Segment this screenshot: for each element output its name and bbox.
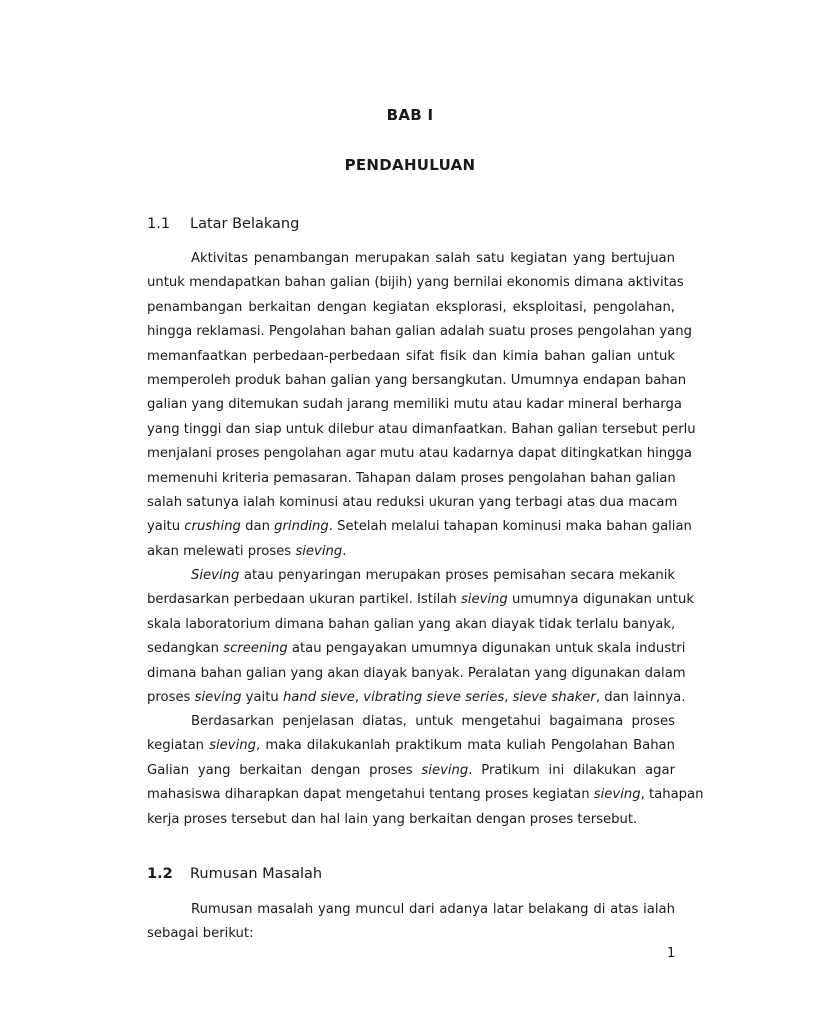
paragraph-line xyxy=(147,393,682,417)
paragraph-line xyxy=(147,442,692,466)
text-run: yaitu xyxy=(147,519,185,535)
text-run: memperoleh produk bahan galian yang bersangkutan. Umumnya endapan bahan xyxy=(147,372,687,388)
text-run: atau penyaringan merupakan proses pemisahan secara mekanik xyxy=(239,568,675,583)
italic-term: grinding xyxy=(274,519,329,535)
italic-term: sieving xyxy=(593,787,641,803)
text-run: proses xyxy=(147,689,195,705)
paragraph-latar-belakang-3 xyxy=(147,710,704,832)
italic-term: hand sieve xyxy=(282,689,355,705)
paragraph-line xyxy=(147,320,692,344)
text-run: kerja proses tersebut dan hal lain yang berkaitan dengan proses tersebut. xyxy=(147,811,638,827)
paragraph-line xyxy=(147,613,675,637)
paragraph-line xyxy=(147,783,704,807)
text-run: skala laboratorium dimana bahan galian yang akan diayak tidak terlalu banyak, xyxy=(147,616,676,632)
paragraph-rumusan-masalah xyxy=(147,898,675,947)
paragraph-line xyxy=(147,734,675,758)
italic-term: vibrating sieve series xyxy=(363,689,505,705)
paragraph-line xyxy=(147,296,675,320)
paragraph-latar-belakang-1 xyxy=(147,247,696,564)
text-run: sedangkan xyxy=(147,641,224,657)
text-run: umumnya digunakan untuk xyxy=(507,592,694,608)
italic-term: Sieving xyxy=(191,568,240,583)
text-run: atau pengayakan umumnya digunakan untuk skala industri xyxy=(287,641,686,657)
text-run: berdasarkan perbedaan ukuran partikel. Istilah xyxy=(147,592,461,608)
paragraph-line xyxy=(147,467,675,491)
paragraph-line xyxy=(147,588,694,612)
chapter-title: PENDAHULUAN xyxy=(344,156,476,174)
section-title: Latar Belakang xyxy=(190,216,300,232)
section-title: Rumusan Masalah xyxy=(190,866,323,882)
italic-term: sieve shaker xyxy=(512,689,596,705)
text-run: yaitu xyxy=(241,689,283,705)
italic-term: sieving xyxy=(421,762,469,778)
paragraph-line xyxy=(147,369,687,393)
text-run: sebagai berikut: xyxy=(147,926,254,942)
text-run: yang tinggi dan siap untuk dilebur atau dimanfaatkan. Bahan galian tersebut perlu xyxy=(147,421,696,437)
paragraph-line xyxy=(147,271,684,295)
text-run: memanfaatkan perbedaan-perbedaan sifat fisik dan kimia bahan galian untuk xyxy=(147,348,675,364)
text-run: dan xyxy=(240,519,275,535)
paragraph-line xyxy=(147,710,675,734)
text-run: penambangan berkaitan dengan kegiatan eksplorasi, eksploitasi, pengolahan, xyxy=(147,299,675,315)
italic-term: sieving xyxy=(460,592,508,608)
paragraph-line xyxy=(147,759,675,783)
text-run: , xyxy=(354,689,364,705)
paragraph-line xyxy=(147,345,675,369)
text-run: kegiatan xyxy=(147,738,210,754)
text-run: Rumusan masalah yang muncul dari adanya latar belakang di atas ialah xyxy=(191,902,675,917)
text-run: akan melewati proses xyxy=(147,543,296,559)
paragraph-line xyxy=(147,922,675,946)
text-run: , dan lainnya. xyxy=(595,689,686,705)
section-heading-1-1 xyxy=(147,216,299,232)
section-number: 1.2 xyxy=(147,866,173,882)
paragraph-latar-belakang-2 xyxy=(147,564,694,710)
text-run: , xyxy=(504,689,513,705)
paragraph-line xyxy=(147,418,696,442)
text-run: salah satunya ialah kominusi atau reduksi ukuran yang terbagi atas dua macam xyxy=(147,494,678,510)
text-run: hingga reklamasi. Pengolahan bahan galian adalah suatu proses pengolahan yang xyxy=(147,324,692,340)
text-run: dimana bahan galian yang akan diayak banyak. Peralatan yang digunakan dalam xyxy=(147,665,686,681)
text-run: memenuhi kriteria pemasaran. Tahapan dalam proses pengolahan bahan galian xyxy=(147,470,676,486)
text-run: . xyxy=(342,543,347,559)
paragraph-line xyxy=(147,808,675,832)
paragraph-line xyxy=(147,247,675,271)
paragraph-line xyxy=(147,662,686,686)
text-run: mahasiswa diharapkan dapat mengetahui tentang proses kegiatan xyxy=(147,787,594,803)
text-run: , tahapan xyxy=(640,787,704,803)
text-run: menjalani proses pengolahan agar mutu atau kadarnya dapat ditingkatkan hingga xyxy=(147,446,692,462)
page-number: 1 xyxy=(667,946,676,961)
text-run: untuk mendapatkan bahan galian (bijih) yang bernilai ekonomis dimana aktivitas xyxy=(147,275,684,291)
chapter-label: BAB I xyxy=(386,106,434,124)
italic-term: screening xyxy=(223,641,288,657)
paragraph-line xyxy=(147,540,675,564)
paragraph-line xyxy=(147,491,678,515)
paragraph-line xyxy=(147,637,686,661)
text-run: Galian yang berkaitan dengan proses xyxy=(147,762,422,778)
text-run: . Pratikum ini dilakukan agar xyxy=(468,762,676,778)
italic-term: sieving xyxy=(209,738,256,754)
italic-term: crushing xyxy=(184,519,241,535)
paragraph-line xyxy=(147,515,692,539)
text-run: Aktivitas penambangan merupakan salah satu kegiatan yang bertujuan xyxy=(191,251,675,266)
italic-term: sieving xyxy=(295,543,343,559)
text-run: galian yang ditemukan sudah jarang memiliki mutu atau kadar mineral berharga xyxy=(147,397,682,413)
section-heading-1-2 xyxy=(147,866,322,882)
paragraph-line xyxy=(147,898,675,922)
paragraph-line xyxy=(147,686,686,710)
text-run: , maka dilakukanlah praktikum mata kuliah Pengolahan Bahan xyxy=(256,738,675,754)
paragraph-line xyxy=(147,564,675,588)
text-run: . Setelah melalui tahapan kominusi maka bahan galian xyxy=(328,519,692,535)
text-run: Berdasarkan penjelasan diatas, untuk mengetahui bagaimana proses xyxy=(191,714,675,729)
section-number: 1.1 xyxy=(147,216,171,232)
italic-term: sieving xyxy=(194,689,242,705)
